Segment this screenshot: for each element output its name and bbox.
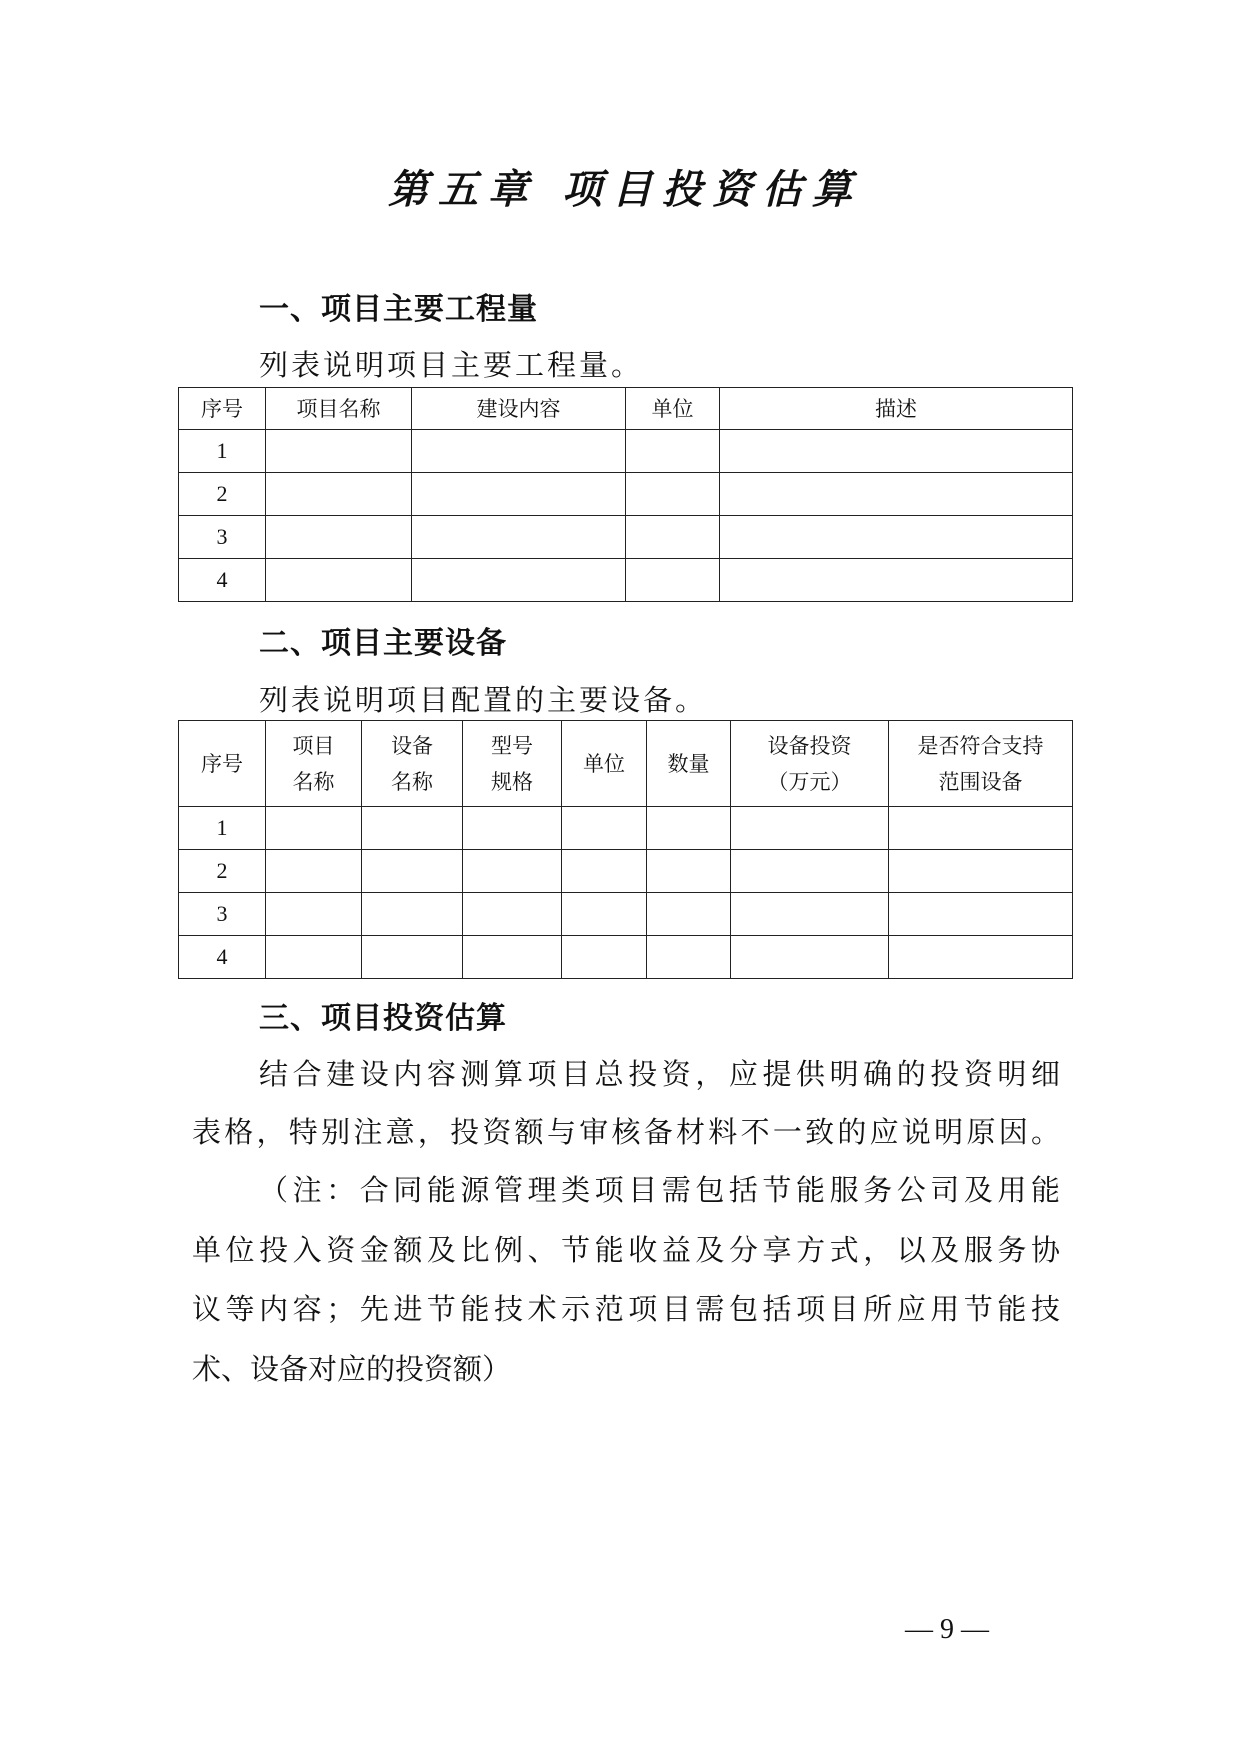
table-header-row (179, 721, 1073, 807)
section2-heading: 二、项目主要设备 (259, 626, 507, 661)
cell (266, 516, 412, 559)
body-line: 结合建设内容测算项目总投资，应提供明确的投资明细 (259, 1057, 1060, 1091)
header-cell: 序号 (179, 388, 266, 430)
note-line: 议等内容；先进节能技术示范项目需包括项目所应用节能技 (192, 1292, 1060, 1326)
cell (647, 807, 731, 850)
note-line: 术、设备对应的投资额） (192, 1352, 512, 1386)
cell (266, 850, 362, 893)
cell (362, 850, 463, 893)
cell (412, 430, 626, 473)
header-cell: 型号 规格 (463, 721, 562, 807)
cell (720, 473, 1073, 516)
cell (731, 893, 889, 936)
cell (889, 893, 1073, 936)
header-cell: 建设内容 (412, 388, 626, 430)
cell (731, 936, 889, 979)
cell (362, 893, 463, 936)
header-cell: 数量 (647, 721, 731, 807)
body-line: 表格，特别注意，投资额与审核备材料不一致的应说明原因。 (192, 1115, 1060, 1149)
header-cell: 项目名称 (266, 388, 412, 430)
cell (647, 936, 731, 979)
header-cell: 描述 (720, 388, 1073, 430)
cell (731, 807, 889, 850)
cell (626, 559, 720, 602)
table-row (179, 807, 1073, 850)
header-cell: 项目 名称 (266, 721, 362, 807)
section3-heading: 三、项目投资估算 (259, 1001, 507, 1036)
row-number: 4 (179, 936, 266, 979)
section1-description: 列表说明项目主要工程量。 (259, 348, 644, 382)
page-number: — 9 — (905, 1614, 989, 1645)
cell (362, 936, 463, 979)
cell (463, 850, 562, 893)
cell (889, 850, 1073, 893)
cell (266, 473, 412, 516)
table-header-row (179, 388, 1073, 430)
cell (889, 807, 1073, 850)
cell (463, 936, 562, 979)
cell (562, 850, 647, 893)
table-row (179, 936, 1073, 979)
table-row (179, 850, 1073, 893)
header-cell: 单位 (562, 721, 647, 807)
cell (720, 430, 1073, 473)
header-cell: 单位 (626, 388, 720, 430)
note-line: 单位投入资金额及比例、节能收益及分享方式，以及服务协 (192, 1233, 1060, 1267)
cell (720, 559, 1073, 602)
header-cell: 设备投资 （万元） (731, 721, 889, 807)
table-row (179, 516, 1073, 559)
cell (412, 516, 626, 559)
section1-heading: 一、项目主要工程量 (259, 292, 538, 327)
section2-description: 列表说明项目配置的主要设备。 (259, 683, 708, 717)
row-number: 1 (179, 430, 266, 473)
cell (562, 893, 647, 936)
cell (889, 936, 1073, 979)
cell (463, 807, 562, 850)
row-number: 1 (179, 807, 266, 850)
row-number: 3 (179, 516, 266, 559)
main-equipment-table (178, 720, 1073, 979)
cell (266, 807, 362, 850)
header-cell: 是否符合支持 范围设备 (889, 721, 1073, 807)
cell (647, 850, 731, 893)
chapter-title: 第五章 项目投资估算 (388, 166, 862, 213)
cell (626, 473, 720, 516)
cell (412, 559, 626, 602)
cell (731, 850, 889, 893)
header-cell: 序号 (179, 721, 266, 807)
cell (266, 893, 362, 936)
cell (266, 936, 362, 979)
cell (362, 807, 463, 850)
table-row (179, 473, 1073, 516)
table-row (179, 559, 1073, 602)
row-number: 2 (179, 850, 266, 893)
cell (562, 936, 647, 979)
cell (266, 430, 412, 473)
row-number: 4 (179, 559, 266, 602)
cell (626, 516, 720, 559)
note-line: （注：合同能源管理类项目需包括节能服务公司及用能 (259, 1173, 1060, 1207)
table-row (179, 430, 1073, 473)
header-cell: 设备 名称 (362, 721, 463, 807)
table-row (179, 893, 1073, 936)
cell (647, 893, 731, 936)
row-number: 3 (179, 893, 266, 936)
cell (266, 559, 412, 602)
row-number: 2 (179, 473, 266, 516)
cell (463, 893, 562, 936)
engineering-quantity-table (178, 387, 1073, 602)
cell (720, 516, 1073, 559)
cell (626, 430, 720, 473)
cell (562, 807, 647, 850)
cell (412, 473, 626, 516)
